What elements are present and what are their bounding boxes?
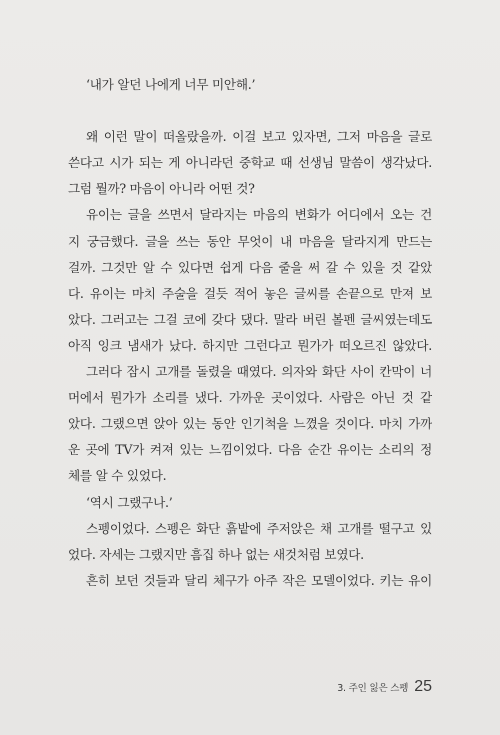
text-line: 었다. 자세는 그랬지만 흠집 하나 없는 새것처럼 보였다. xyxy=(68,546,364,562)
text-line: 쓴다고 시가 되는 게 아니라던 중학교 때 선생님 말씀이 생각났다. xyxy=(68,155,432,171)
running-head: 3. 주인 잃은 스펭 xyxy=(337,683,409,694)
text-line: 유이는 글을 쓰면서 달라지는 마음의 변화가 어디에서 오는 건 xyxy=(86,207,432,223)
text-line: 그러다 잠시 고개를 돌렸을 때였다. 의자와 화단 사이 칸막이 너 xyxy=(86,364,432,380)
text-line: 그럼 뭘까? 마음이 아니라 어떤 것? xyxy=(68,181,255,197)
text-line: 아직 잉크 냄새가 났다. 하지만 그런다고 뭔가가 떠오르진 않았다. xyxy=(68,337,432,353)
text-line: 왜 이런 말이 떠올랐을까. 이걸 보고 있자면, 그저 마음을 글로 xyxy=(86,129,432,145)
text-line: 았다. 그랬으면 앉아 있는 동안 인기척을 느꼈을 것이다. 마치 가까 xyxy=(68,416,432,432)
quote-line: ‘내가 알던 나에게 너무 미안해.’ xyxy=(86,77,256,92)
text-line: 운 곳에 TV가 켜져 있는 느낌이었다. 다음 순간 유이는 소리의 정 xyxy=(68,442,432,458)
text-line: 다. 유이는 마치 주술을 걸듯 적어 놓은 글씨를 손끝으로 만져 보 xyxy=(68,285,432,301)
text-line: 체를 알 수 있었다. xyxy=(68,468,167,484)
page-footer xyxy=(337,678,432,696)
text-line: 걸까. 그것만 알 수 있다면 쉽게 다음 줄을 써 갈 수 있을 것 같았 xyxy=(68,259,432,275)
text-line: 지 궁금했다. 글을 쓰는 동안 무엇이 내 마음을 달라지게 만드는 xyxy=(68,233,432,249)
quote-line: ‘역시 그랬구나.’ xyxy=(86,494,173,510)
paragraph-gap xyxy=(68,98,432,124)
text-line: 스펭이었다. 스펭은 화단 흙밭에 주저앉은 채 고개를 떨구고 있 xyxy=(86,520,432,536)
body-text xyxy=(68,72,432,594)
text-line: 머에서 뭔가가 소리를 냈다. 가까운 곳이었다. 사람은 아닌 것 같 xyxy=(68,390,432,406)
text-line: 았다. 그러고는 그걸 코에 갖다 댔다. 말라 버린 볼펜 글씨였는데도 xyxy=(68,311,432,327)
text-line: 흔히 보던 것들과 달리 체구가 아주 작은 모델이었다. 키는 유이 xyxy=(86,572,432,588)
page-number: 25 xyxy=(414,678,432,695)
